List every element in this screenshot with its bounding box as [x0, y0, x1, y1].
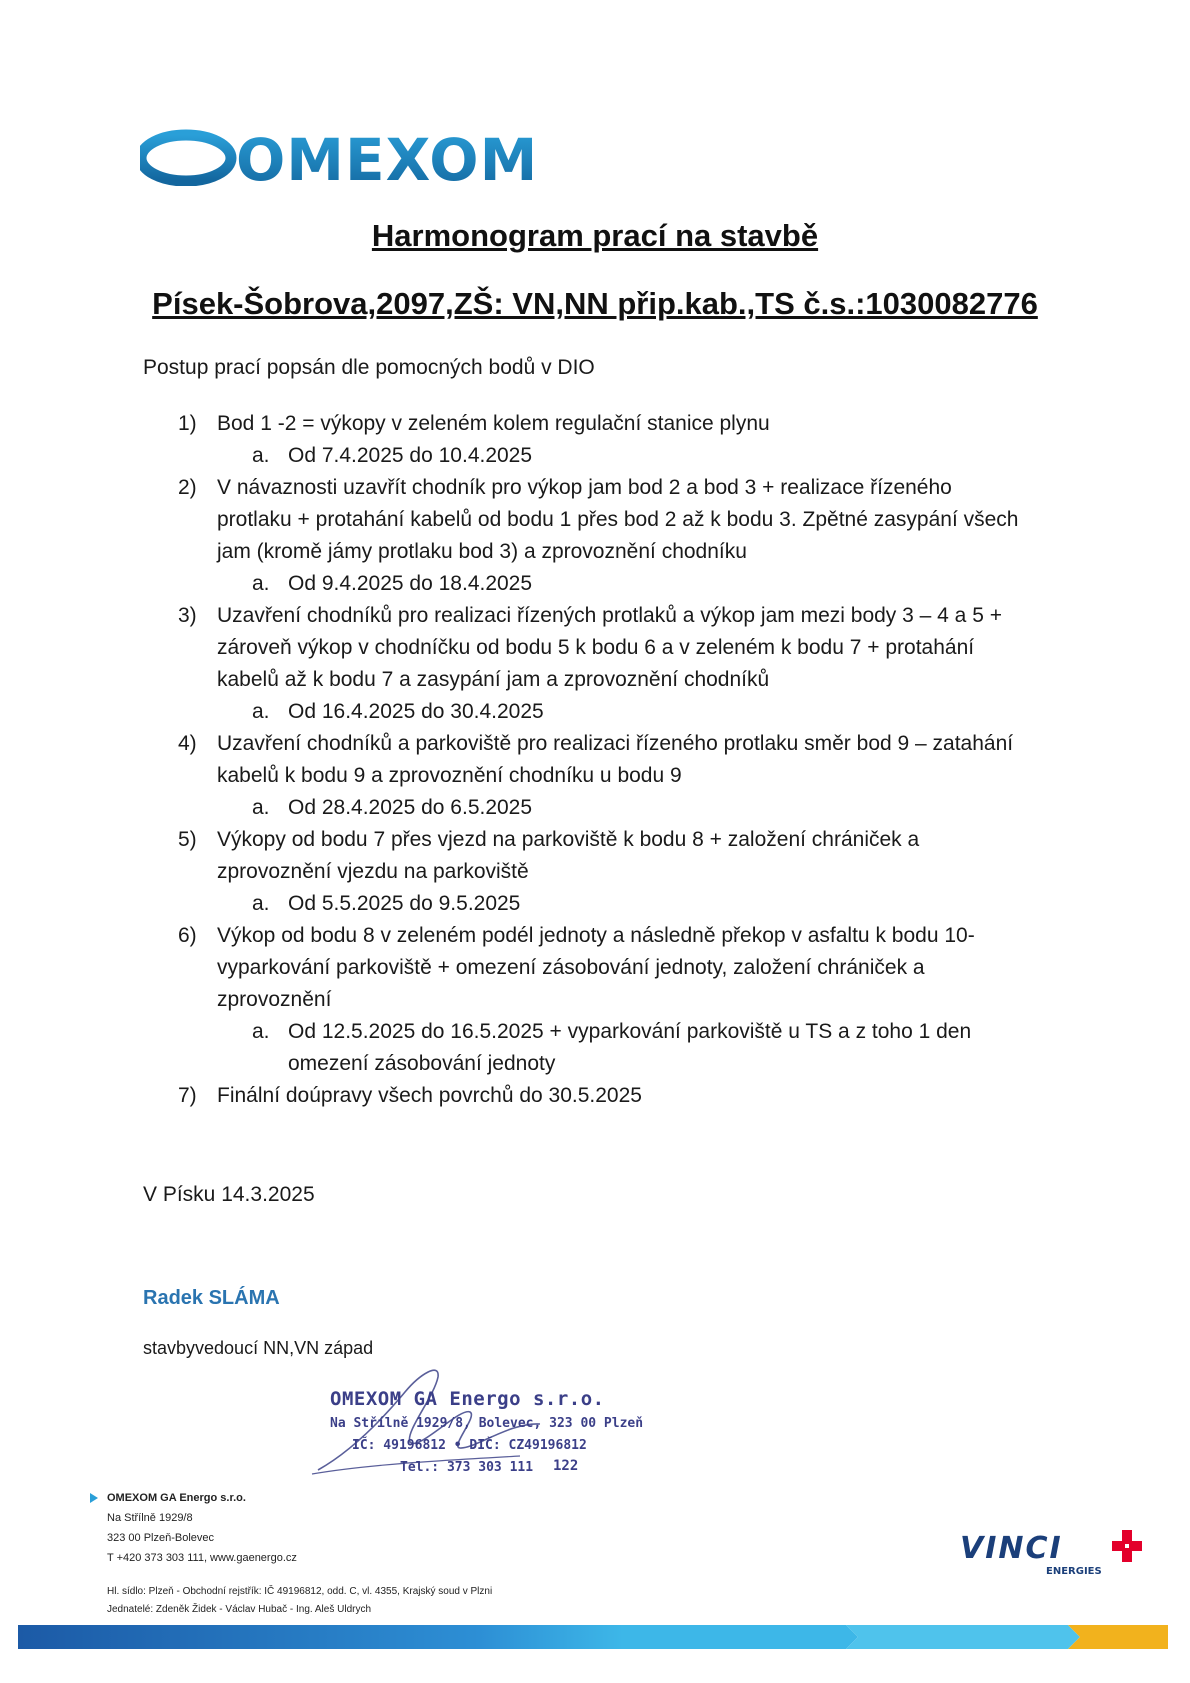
date-range-line: Od 12.5.2025 do 16.5.2025 + vyparkování parkoviště u TS a z toho 1 den — [288, 1020, 972, 1043]
omexom-logo — [140, 128, 545, 186]
company-stamp — [310, 1352, 644, 1482]
stamp-line-phone: Tel.: 373 303 111 — [400, 1460, 534, 1475]
step-number: 2) — [178, 476, 197, 499]
signer-role: stavbyvedoucí NN,VN západ — [143, 1338, 374, 1358]
step-date-range — [143, 440, 1063, 472]
step-text-line: Bod 1 -2 = výkopy v zeleném kolem regulační stanice plynu — [217, 412, 770, 435]
step-number: 3) — [178, 604, 197, 627]
work-step — [143, 824, 1063, 888]
stamp-line-ids: IČ: 49196812 • DIČ: CZ49196812 — [352, 1438, 587, 1453]
step-date-range — [143, 696, 1063, 728]
footer-street: Na Střílně 1929/8 — [107, 1512, 193, 1524]
footer-city: 323 00 Plzeň-Bolevec — [107, 1532, 215, 1544]
step-number: 7) — [178, 1084, 197, 1107]
footer-company: OMEXOM GA Energo s.r.o. — [107, 1492, 246, 1504]
date-range-line: Od 5.5.2025 do 9.5.2025 — [288, 892, 521, 915]
step-number: 5) — [178, 828, 197, 851]
sub-item-letter: a. — [252, 700, 270, 723]
place-and-date: V Písku 14.3.2025 — [143, 1183, 315, 1206]
sub-item-letter: a. — [252, 892, 270, 915]
vinci-logo-text: VINCI — [960, 1531, 1063, 1566]
work-steps-list — [143, 408, 1063, 1112]
step-text-line: vyparkování parkoviště + omezení zásobování jednoty, založení chrániček a — [217, 956, 925, 979]
work-step — [143, 408, 1063, 440]
signer-name: Radek SLÁMA — [143, 1287, 280, 1309]
work-step — [143, 920, 1063, 1016]
omexom-logo-text: OMEXOM — [236, 128, 539, 186]
stamp-line-number: 122 — [553, 1458, 579, 1474]
work-step — [143, 472, 1063, 568]
footer-address — [107, 1488, 297, 1568]
step-number: 1) — [178, 412, 197, 435]
intro-text: Postup prací popsán dle pomocných bodů v DIO — [143, 356, 595, 379]
sub-item-letter: a. — [252, 444, 270, 467]
step-text-line: protlaku + protahání kabelů od bodu 1 přes bod 2 až k bodu 3. Zpětné zasypání všech — [217, 508, 1019, 531]
stamp-line-company: OMEXOM GA Energo s.r.o. — [330, 1388, 605, 1410]
date-range-line: Od 28.4.2025 do 6.5.2025 — [288, 796, 533, 819]
step-date-range — [143, 792, 1063, 824]
date-range-line: omezení zásobování jednoty — [288, 1052, 556, 1075]
stamp-line-address: Na Střílně 1929/8, Bolevec, 323 00 Plzeň — [330, 1416, 644, 1431]
date-range-line: Od 7.4.2025 do 10.4.2025 — [288, 444, 533, 467]
step-number: 4) — [178, 732, 197, 755]
footer-legal-registry: Hl. sídlo: Plzeň - Obchodní rejstřík: IČ 49196812, odd. C, vl. 4355, Krajský soud v Plzni — [107, 1586, 493, 1597]
sub-item-letter: a. — [252, 572, 270, 595]
step-date-range — [143, 888, 1063, 920]
work-step — [143, 600, 1063, 696]
step-text-line: zároveň výkop v chodníčku od bodu 5 k bodu 6 a v zeleném k bodu 7 + protahání — [217, 636, 975, 659]
step-date-range — [143, 1016, 1063, 1080]
date-range-line: Od 9.4.2025 do 18.4.2025 — [288, 572, 533, 595]
step-text-line: Uzavření chodníků a parkoviště pro realizaci řízeného protlaku směr bod 9 – zatahání — [217, 732, 1014, 755]
document-title: Harmonogram prací na stavbě — [371, 218, 819, 253]
step-text-line: V návaznosti uzavřít chodník pro výkop jam bod 2 a bod 3 + realizace řízeného — [217, 476, 952, 499]
step-text-line: Finální doúpravy všech povrchů do 30.5.2025 — [217, 1084, 642, 1107]
step-number: 6) — [178, 924, 197, 947]
step-text-line: Výkop od bodu 8 v zeleném podél jednoty a následně překop v asfaltu k bodu 10- — [217, 924, 975, 947]
step-text-line: jam (kromě jámy protlaku bod 3) a zprovoznění chodníku — [217, 540, 747, 563]
sub-item-letter: a. — [252, 796, 270, 819]
step-text-line: Uzavření chodníků pro realizaci řízených protlaků a výkop jam mezi body 3 – 4 a 5 + — [217, 604, 1002, 627]
vinci-energies-logo — [960, 1520, 1145, 1580]
footer-color-bar — [18, 1625, 1168, 1649]
vinci-cross-icon — [1112, 1530, 1142, 1562]
footer-legal — [107, 1583, 492, 1619]
step-text-line: kabelů k bodu 9 a zprovoznění chodníku u bodu 9 — [217, 764, 682, 787]
footer-contact: T +420 373 303 111, www.gaenergo.cz — [107, 1552, 297, 1564]
step-text-line: zprovoznění vjezdu na parkoviště — [217, 860, 529, 883]
footer-legal-directors: Jednatelé: Zdeněk Židek - Václav Hubač - Ing. Aleš Uldrych — [107, 1604, 372, 1615]
work-step — [143, 1080, 1063, 1112]
step-date-range — [143, 568, 1063, 600]
vinci-logo-subtext: ENERGIES — [1046, 1566, 1102, 1577]
arrow-bullet-icon — [90, 1493, 98, 1503]
sub-item-letter: a. — [252, 1020, 270, 1043]
step-text-line: zprovoznění — [217, 988, 332, 1011]
date-range-line: Od 16.4.2025 do 30.4.2025 — [288, 700, 544, 723]
work-step — [143, 728, 1063, 792]
step-text-line: kabelů až k bodu 7 a zasypání jam a zprovoznění chodníků — [217, 668, 770, 691]
step-text-line: Výkopy od bodu 7 přes vjezd na parkoviště k bodu 8 + založení chrániček a — [217, 828, 920, 851]
project-title: Písek-Šobrova,2097,ZŠ: VN,NN přip.kab.,TS č.s.:1030082776 — [152, 286, 1038, 321]
